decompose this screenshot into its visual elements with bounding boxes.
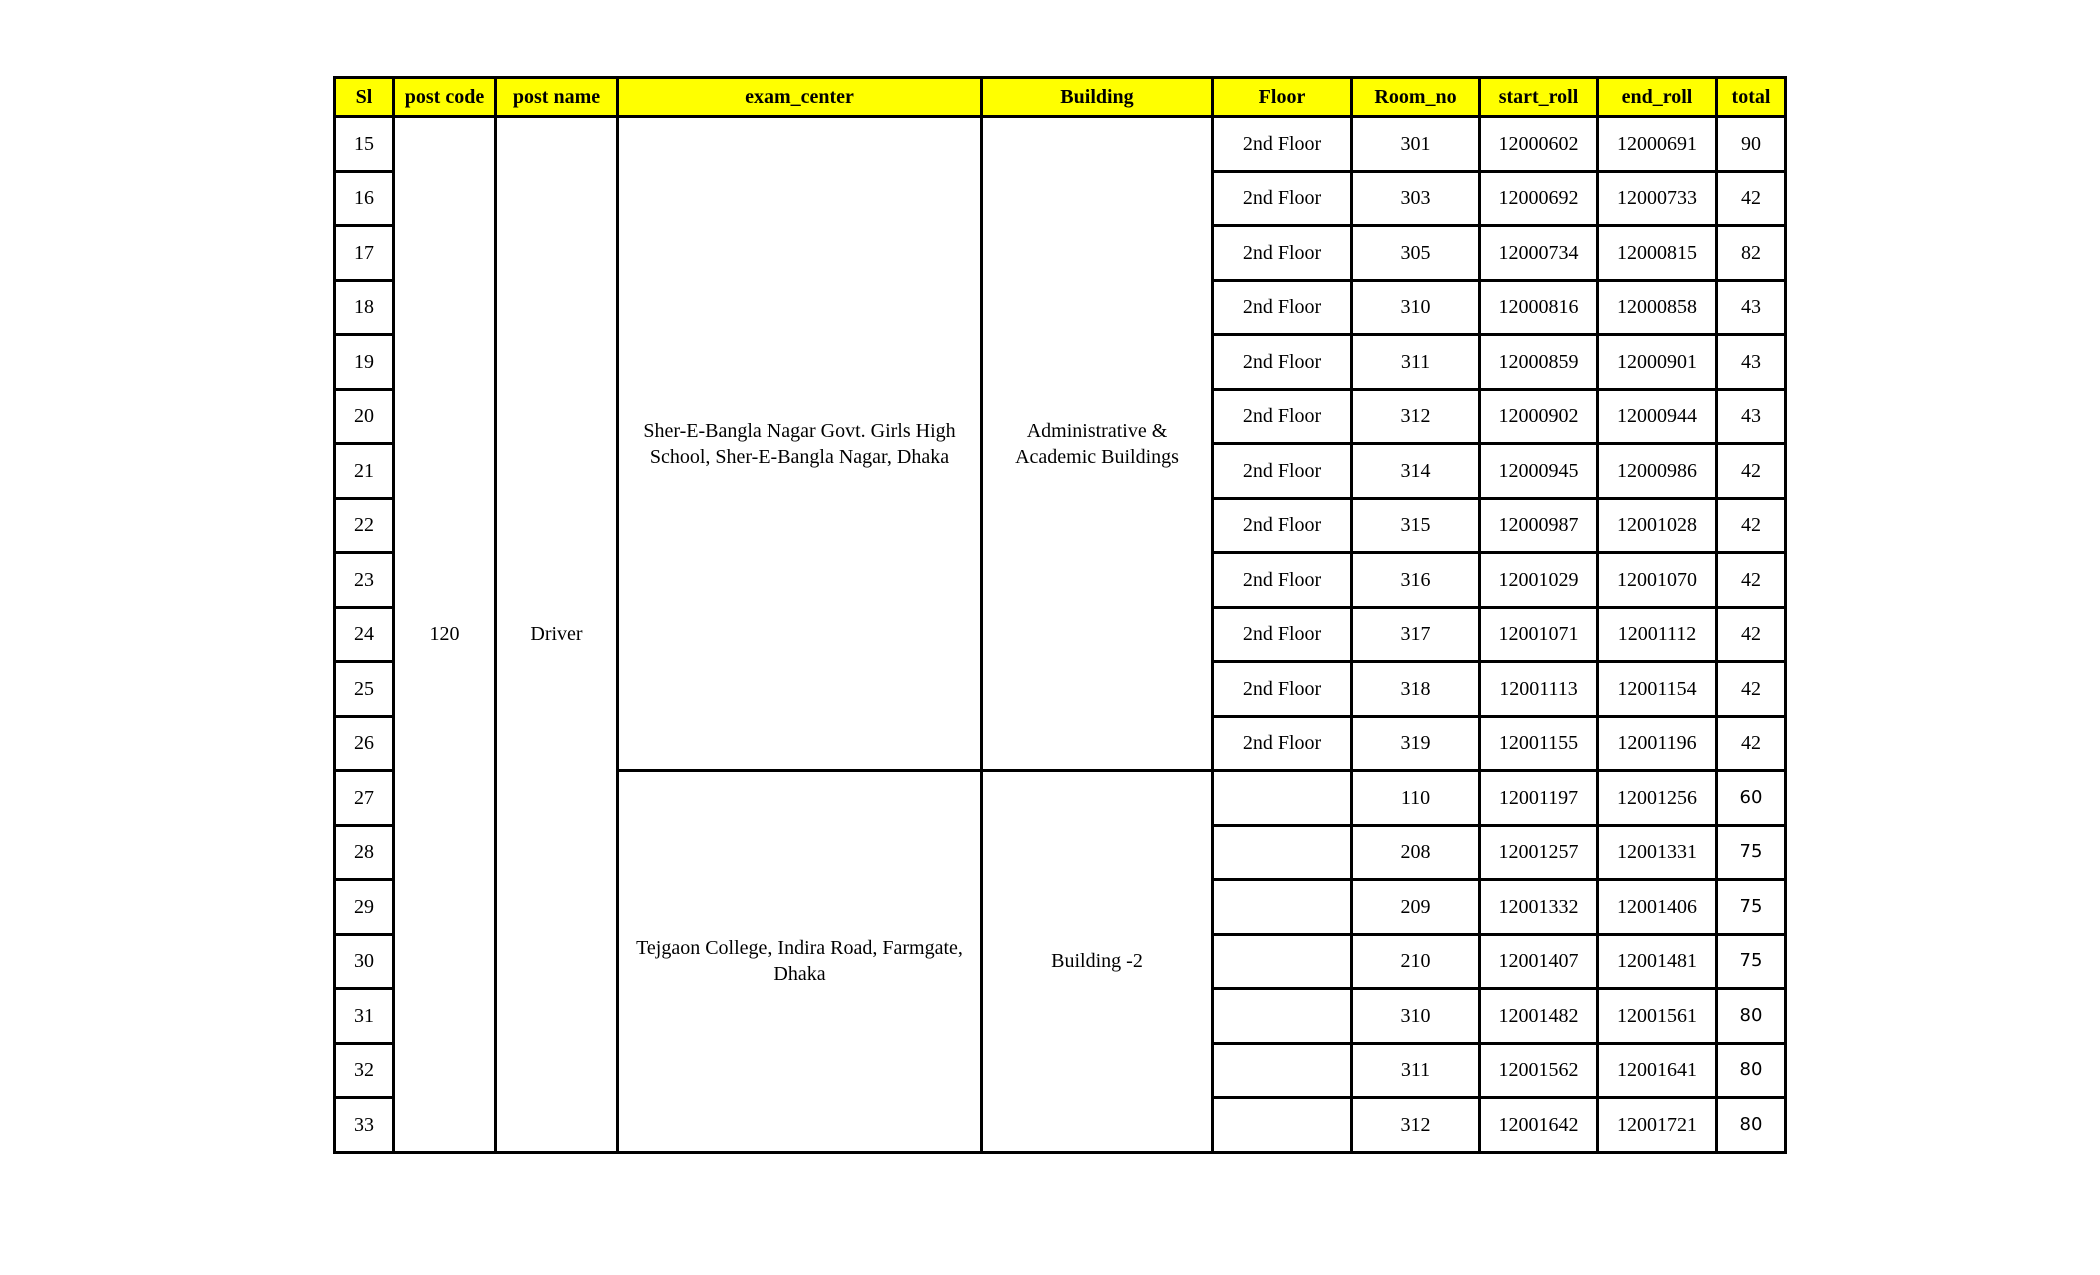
cell-sl: 26 — [335, 716, 394, 771]
header-total: total — [1717, 78, 1786, 117]
header-building: Building — [982, 78, 1213, 117]
cell-room-no: 303 — [1352, 171, 1480, 226]
header-post-name: post name — [496, 78, 618, 117]
cell-start-roll: 12001407 — [1480, 934, 1598, 989]
cell-sl: 32 — [335, 1043, 394, 1098]
cell-end-roll: 12001196 — [1598, 716, 1717, 771]
cell-floor: 2nd Floor — [1213, 607, 1352, 662]
cell-floor — [1213, 771, 1352, 826]
cell-sl: 27 — [335, 771, 394, 826]
cell-end-roll: 12001481 — [1598, 934, 1717, 989]
cell-room-no: 110 — [1352, 771, 1480, 826]
cell-total: 90 — [1717, 117, 1786, 172]
cell-room-no: 314 — [1352, 444, 1480, 499]
cell-sl: 29 — [335, 880, 394, 935]
cell-total: 42 — [1717, 444, 1786, 499]
cell-room-no: 312 — [1352, 389, 1480, 444]
cell-sl: 33 — [335, 1098, 394, 1153]
cell-sl: 20 — [335, 389, 394, 444]
cell-end-roll: 12000815 — [1598, 226, 1717, 281]
cell-room-no: 315 — [1352, 498, 1480, 553]
cell-end-roll: 12001331 — [1598, 825, 1717, 880]
cell-end-roll: 12000986 — [1598, 444, 1717, 499]
cell-end-roll: 12001070 — [1598, 553, 1717, 608]
cell-sl: 28 — [335, 825, 394, 880]
cell-floor: 2nd Floor — [1213, 444, 1352, 499]
cell-end-roll: 12000858 — [1598, 280, 1717, 335]
cell-total: 42 — [1717, 716, 1786, 771]
cell-sl: 19 — [335, 335, 394, 390]
cell-start-roll: 12000902 — [1480, 389, 1598, 444]
cell-sl: 15 — [335, 117, 394, 172]
cell-start-roll: 12001029 — [1480, 553, 1598, 608]
cell-start-roll: 12001113 — [1480, 662, 1598, 717]
cell-total: 75 — [1717, 934, 1786, 989]
cell-building: Administrative & Academic Buildings — [982, 117, 1213, 771]
seat-plan-table — [333, 76, 1787, 1154]
table-row — [335, 117, 1786, 172]
cell-start-roll: 12001562 — [1480, 1043, 1598, 1098]
cell-post-code: 120 — [394, 117, 496, 1153]
header-room-no: Room_no — [1352, 78, 1480, 117]
cell-floor: 2nd Floor — [1213, 553, 1352, 608]
cell-start-roll: 12000692 — [1480, 171, 1598, 226]
table-body — [335, 117, 1786, 1153]
cell-sl: 22 — [335, 498, 394, 553]
cell-end-roll: 12001561 — [1598, 989, 1717, 1044]
cell-end-roll: 12000901 — [1598, 335, 1717, 390]
cell-floor — [1213, 1098, 1352, 1153]
cell-start-roll: 12001071 — [1480, 607, 1598, 662]
cell-total: 43 — [1717, 280, 1786, 335]
cell-total: 42 — [1717, 498, 1786, 553]
header-sl: Sl — [335, 78, 394, 117]
cell-end-roll: 12001641 — [1598, 1043, 1717, 1098]
cell-sl: 17 — [335, 226, 394, 281]
cell-floor: 2nd Floor — [1213, 716, 1352, 771]
cell-room-no: 310 — [1352, 989, 1480, 1044]
cell-total: 42 — [1717, 607, 1786, 662]
cell-end-roll: 12001154 — [1598, 662, 1717, 717]
cell-start-roll: 12001197 — [1480, 771, 1598, 826]
cell-total: 75 — [1717, 825, 1786, 880]
cell-total: 42 — [1717, 662, 1786, 717]
cell-sl: 30 — [335, 934, 394, 989]
cell-room-no: 311 — [1352, 1043, 1480, 1098]
cell-floor — [1213, 880, 1352, 935]
cell-floor: 2nd Floor — [1213, 498, 1352, 553]
cell-total: 43 — [1717, 335, 1786, 390]
cell-start-roll: 12000859 — [1480, 335, 1598, 390]
header-row — [335, 78, 1786, 117]
cell-sl: 24 — [335, 607, 394, 662]
cell-total: 42 — [1717, 171, 1786, 226]
header-start-roll: start_roll — [1480, 78, 1598, 117]
cell-start-roll: 12001155 — [1480, 716, 1598, 771]
cell-sl: 21 — [335, 444, 394, 499]
cell-start-roll: 12001642 — [1480, 1098, 1598, 1153]
cell-sl: 18 — [335, 280, 394, 335]
cell-sl: 25 — [335, 662, 394, 717]
cell-building: Building -2 — [982, 771, 1213, 1153]
cell-end-roll: 12000691 — [1598, 117, 1717, 172]
cell-floor — [1213, 989, 1352, 1044]
cell-floor: 2nd Floor — [1213, 280, 1352, 335]
cell-total: 43 — [1717, 389, 1786, 444]
cell-start-roll: 12000987 — [1480, 498, 1598, 553]
cell-end-roll: 12001721 — [1598, 1098, 1717, 1153]
cell-total: 60 — [1717, 771, 1786, 826]
cell-room-no: 301 — [1352, 117, 1480, 172]
cell-post-name: Driver — [496, 117, 618, 1153]
cell-sl: 16 — [335, 171, 394, 226]
cell-floor — [1213, 825, 1352, 880]
cell-room-no: 311 — [1352, 335, 1480, 390]
cell-room-no: 310 — [1352, 280, 1480, 335]
cell-room-no: 312 — [1352, 1098, 1480, 1153]
cell-start-roll: 12000734 — [1480, 226, 1598, 281]
cell-end-roll: 12001112 — [1598, 607, 1717, 662]
cell-end-roll: 12000944 — [1598, 389, 1717, 444]
cell-total: 80 — [1717, 989, 1786, 1044]
cell-end-roll: 12001028 — [1598, 498, 1717, 553]
cell-end-roll: 12001406 — [1598, 880, 1717, 935]
cell-end-roll: 12001256 — [1598, 771, 1717, 826]
cell-total: 82 — [1717, 226, 1786, 281]
cell-exam-center: Sher-E-Bangla Nagar Govt. Girls High School, Sher-E-Bangla Nagar, Dhaka — [618, 117, 982, 771]
cell-start-roll: 12000945 — [1480, 444, 1598, 499]
cell-room-no: 318 — [1352, 662, 1480, 717]
cell-room-no: 317 — [1352, 607, 1480, 662]
cell-room-no: 208 — [1352, 825, 1480, 880]
cell-start-roll: 12000602 — [1480, 117, 1598, 172]
cell-floor: 2nd Floor — [1213, 226, 1352, 281]
cell-start-roll: 12000816 — [1480, 280, 1598, 335]
cell-start-roll: 12001257 — [1480, 825, 1598, 880]
header-floor: Floor — [1213, 78, 1352, 117]
cell-sl: 23 — [335, 553, 394, 608]
cell-room-no: 210 — [1352, 934, 1480, 989]
cell-exam-center: Tejgaon College, Indira Road, Farmgate, Dhaka — [618, 771, 982, 1153]
cell-floor — [1213, 1043, 1352, 1098]
cell-end-roll: 12000733 — [1598, 171, 1717, 226]
cell-start-roll: 12001332 — [1480, 880, 1598, 935]
cell-start-roll: 12001482 — [1480, 989, 1598, 1044]
cell-floor: 2nd Floor — [1213, 662, 1352, 717]
cell-total: 80 — [1717, 1098, 1786, 1153]
table-header — [335, 78, 1786, 117]
cell-floor — [1213, 934, 1352, 989]
header-end-roll: end_roll — [1598, 78, 1717, 117]
cell-room-no: 316 — [1352, 553, 1480, 608]
header-exam-center: exam_center — [618, 78, 982, 117]
cell-total: 75 — [1717, 880, 1786, 935]
cell-room-no: 209 — [1352, 880, 1480, 935]
cell-room-no: 305 — [1352, 226, 1480, 281]
cell-floor: 2nd Floor — [1213, 171, 1352, 226]
cell-room-no: 319 — [1352, 716, 1480, 771]
cell-total: 80 — [1717, 1043, 1786, 1098]
cell-sl: 31 — [335, 989, 394, 1044]
cell-floor: 2nd Floor — [1213, 389, 1352, 444]
cell-total: 42 — [1717, 553, 1786, 608]
header-post-code: post code — [394, 78, 496, 117]
cell-floor: 2nd Floor — [1213, 335, 1352, 390]
cell-floor: 2nd Floor — [1213, 117, 1352, 172]
